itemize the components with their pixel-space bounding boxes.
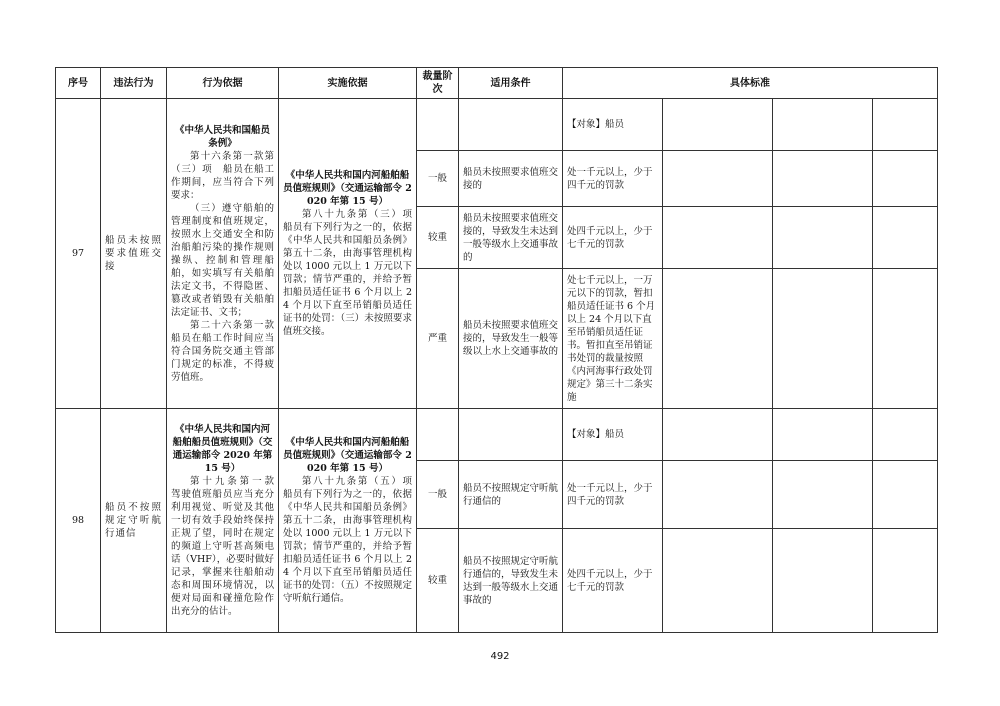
impl-title: 《中华人民共和国内河船舶船员值班规则》（交通运输部令 2020 年第 15 号）: [283, 170, 412, 207]
level-standard: 处一千元以上，少于四千元的罚款: [563, 151, 663, 207]
table-header-row: [56, 68, 938, 99]
level-name: 严重: [417, 269, 459, 409]
impl-basis-cell: [279, 99, 422, 409]
row-seq: 97: [56, 99, 101, 409]
object-label: 【对象】船员: [563, 409, 663, 461]
level-condition: 船员未按照要求值班交接的，导致发生一般等级以上水上交通事故的: [459, 269, 563, 409]
page-number: 492: [490, 651, 510, 662]
level-condition: 船员不按照规定守听航行通信的: [459, 461, 563, 529]
impl-title: 《中华人民共和国内河船舶船员值班规则》（交通运输部令 2020 年第 15 号）: [283, 437, 412, 474]
impl-paragraph: 第八十九条第（五）项 船员有下列行为之一的，依据《中华人民共和国船员条例》第五十二条，由海事管理机构处以 1000 元以上 1 万元以下罚款；情节严重的，并给予暂扣船员适任证书 6 个月以上 24 个月以下直至吊销船员适任证书的处罚：（五）不按照规定守听航行通信。: [283, 476, 422, 604]
table-row: [56, 409, 938, 461]
discretion-standard-table: [55, 67, 938, 633]
level-name: 一般: [417, 461, 459, 529]
behavior-title: 《中华人民共和国船员条例》: [174, 124, 270, 149]
header-condition: 适用条件: [459, 68, 563, 99]
behavior-basis-cell: [167, 99, 284, 409]
header-standard: 具体标准: [563, 68, 938, 99]
header-act: 违法行为: [101, 68, 167, 99]
behavior-title: 《中华人民共和国内河船舶船员值班规则》（交通运输部令 2020 年第 15 号）: [172, 424, 273, 474]
level-name: 较重: [417, 529, 459, 633]
row-seq: 98: [56, 409, 101, 633]
level-condition: 船员不按照规定守听航行通信的，导致发生未达到一般等级水上交通事故的: [459, 529, 563, 633]
behavior-paragraph: （三）遵守船舶的管理制度和值班规定，按照水上交通安全和防治船舶污染的操作规则操纵、控制和管理船舶，如实填写有关船舶法定文书，不得隐匿、篡改或者销毁有关船舶法定证书、文书；: [171, 202, 274, 318]
row-act: 船员不按照规定守听航行通信: [101, 409, 167, 633]
impl-basis-cell: [279, 409, 422, 633]
header-level: 裁量阶次: [417, 68, 459, 99]
impl-paragraph: 第八十九条第（三）项 船员有下列行为之一的，依据《中华人民共和国船员条例》第五十二条，由海事管理机构处以 1000 元以上 1 万元以下罚款；情节严重的，并给予暂扣船员适任证书 6 个月以上 24 个月以下直至吊销船员适任证书的处罚：（三）未按照要求值班交接。: [283, 209, 422, 337]
header-basis-behavior: 行为依据: [167, 68, 279, 99]
table-row: [56, 99, 938, 151]
level-standard: 处一千元以上，少于四千元的罚款: [563, 461, 663, 529]
level-condition: 船员未按照要求值班交接的，导致发生未达到一般等级水上交通事故的: [459, 207, 563, 269]
level-name: 一般: [417, 151, 459, 207]
behavior-paragraph: 第十六条第一款第（三）项 船员在船工作期间，应当符合下列要求：: [171, 150, 274, 201]
behavior-basis-cell: [167, 409, 284, 633]
level-name: 较重: [417, 207, 459, 269]
level-standard: 处七千元以上，一万元以下的罚款，暂扣船员适任证书 6 个月以上 24 个月以下直至吊销船员适任证书。暂扣直至吊销证书处罚的裁量按照《内河海事行政处罚规定》第三十二条实施: [563, 269, 663, 409]
level-standard: 处四千元以上，少于七千元的罚款: [563, 529, 663, 633]
behavior-paragraph: 第二十六条第一款 船员在船工作时间应当符合国务院交通主管部门规定的标准，不得疲劳值班。: [171, 319, 284, 383]
header-basis-impl: 实施依据: [279, 68, 417, 99]
level-condition: 船员未按照要求值班交接的: [459, 151, 563, 207]
object-label: 【对象】船员: [563, 99, 663, 151]
level-standard: 处四千元以上，少于七千元的罚款: [563, 207, 663, 269]
behavior-paragraph: 第十九条第一款 驾驶值班船员应当充分利用视觉、听觉及其他一切有效手段始终保持正规了望，同时在规定的频道上守听甚高频电话（VHF），必要时做好记录，掌握来往船舶动态和周围环境情况，以便对局面和碰撞危险作出充分的估计。: [171, 476, 284, 617]
header-seq: 序号: [56, 68, 101, 99]
row-act: 船员未按照要求值班交接: [101, 99, 167, 409]
